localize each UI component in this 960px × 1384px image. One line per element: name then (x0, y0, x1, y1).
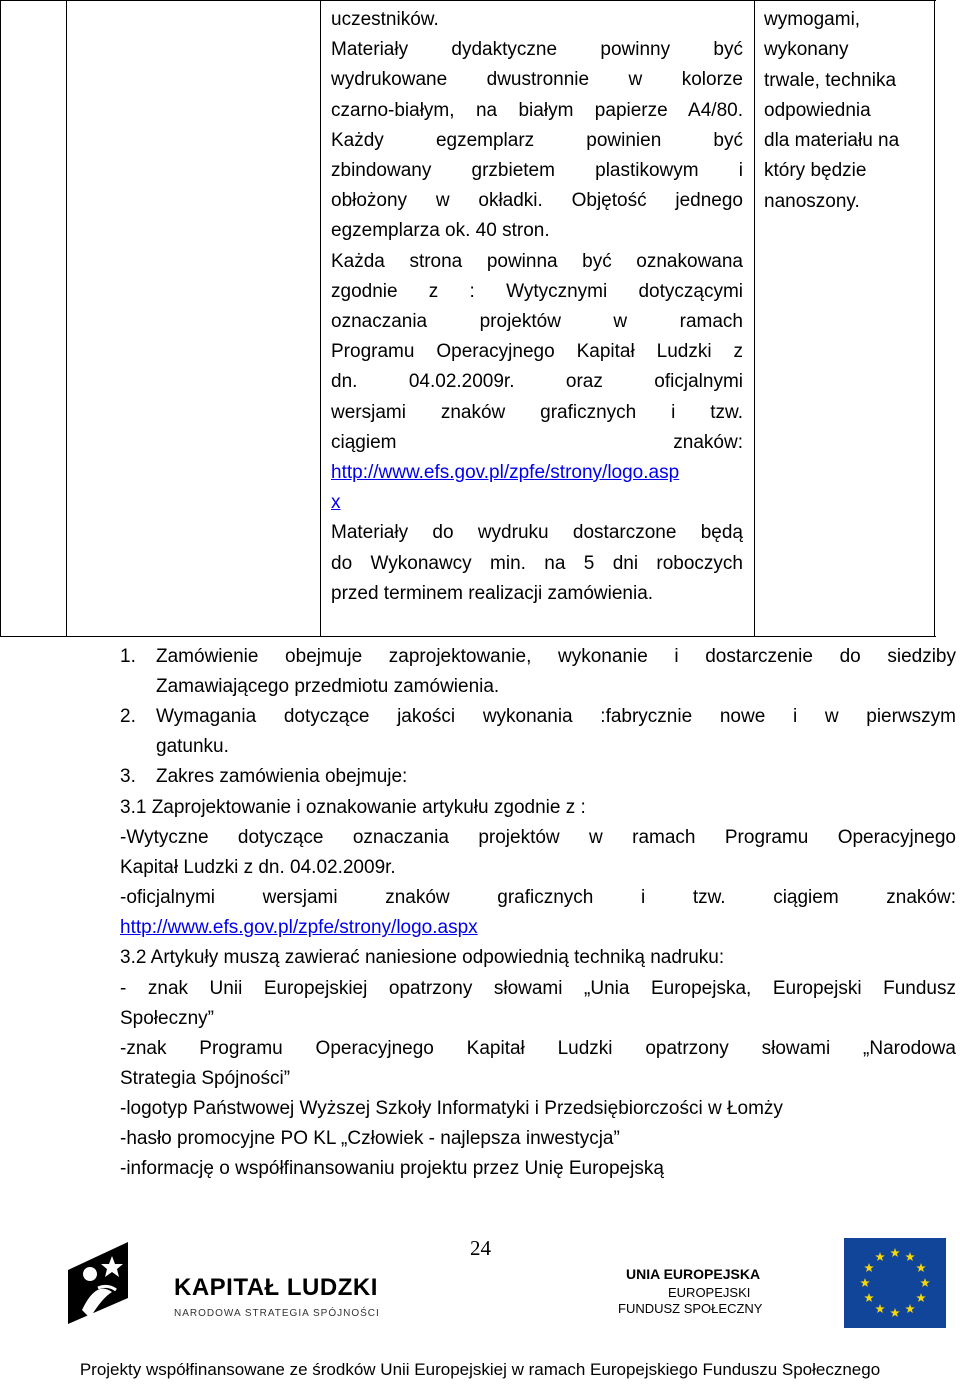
text-line: egzemplarza ok. 40 stron. (331, 220, 550, 242)
scope-details (120, 793, 956, 1184)
list-item (120, 762, 956, 792)
kapital-ludzki-logo (62, 1240, 382, 1325)
numbered-list (120, 642, 956, 792)
eu-flag-icon (844, 1238, 946, 1328)
table-col-border (66, 0, 67, 637)
text-line: Strategia Spójności” (120, 1067, 291, 1089)
text-line: uczestników. (331, 9, 439, 30)
text-line: Każda strona powinna być oznakowana (331, 250, 743, 272)
text-line: zbindowany grzbietem plastikowym i (331, 160, 743, 182)
text-line: Społeczny” (120, 1007, 214, 1029)
text-line: Zakres zamówienia obejmuje: (156, 766, 408, 788)
table-bottom-border (0, 636, 936, 637)
text-line: ciągiem znaków: (331, 431, 743, 453)
text-line: Każdy egzemplarz powinien być (331, 129, 743, 151)
eu-logo-line3: FUNDUSZ SPOŁECZNY (618, 1301, 763, 1316)
cofinancing-footer: Projekty współfinansowane ze środków Unii Europejskiej w ramach Europejskiego Funduszu Społecznego (79, 1360, 881, 1379)
text-line: wykonany (764, 39, 849, 61)
text-line: dn. 04.02.2009r. oraz oficjalnymi (331, 371, 743, 393)
url-link[interactable]: x (331, 492, 341, 514)
text-line: Programu Operacyjnego Kapitał Ludzki z (331, 341, 743, 363)
list-item-text (156, 642, 956, 702)
url-link[interactable]: http://www.efs.gov.pl/zpfe/strony/logo.asp (331, 462, 680, 484)
text-line: -informację o współfinansowaniu projektu przez Unię Europejską (120, 1158, 664, 1180)
text-line: przed terminem realizacji zamówienia. (331, 582, 654, 604)
list-item (120, 702, 956, 762)
eu-logo-line1: UNIA EUROPEJSKA (626, 1266, 761, 1282)
eu-logo-line2: EUROPEJSKI (668, 1285, 751, 1300)
text-line: trwale, technika (764, 69, 897, 91)
text-line: -oficjalnymi wersjami znaków graficznych i tzw. ciągiem znaków: (120, 887, 956, 909)
text-line: odpowiednia (764, 99, 871, 121)
text-line: oznaczania projektów w ramach (331, 311, 743, 333)
text-line: Kapitał Ludzki z dn. 04.02.2009r. (120, 857, 396, 879)
text-line: wydrukowane dwustronnie w kolorze (331, 69, 743, 91)
text-line: który będzie (764, 160, 867, 182)
text-line: dla materiału na (764, 130, 900, 152)
text-line: -logotyp Państwowej Wyższej Szkoły Informatyki i Przedsiębiorczości w Łomży (120, 1097, 783, 1119)
requirements-table (0, 0, 936, 637)
text-line: gatunku. (156, 736, 229, 758)
text-line: czarno-białym, na białym papierze A4/80. (331, 99, 743, 121)
text-line: -znak Programu Operacyjnego Kapitał Ludzki opatrzony słowami „Narodowa (120, 1037, 956, 1059)
table-cell-description (331, 5, 743, 609)
kapital-ludzki-title: KAPITAŁ LUDZKI (174, 1274, 378, 1301)
table-col-border (934, 0, 935, 637)
list-item-number: 1. (120, 646, 136, 667)
table-col-border (754, 0, 755, 637)
text-line: zgodnie z : Wytycznymi dotyczącymi (331, 280, 743, 302)
text-line: Zamówienie obejmuje zaprojektowanie, wykonanie i dostarczenie do siedziby (156, 646, 956, 667)
text-line: Zamawiającego przedmiotu zamówienia. (156, 676, 500, 698)
text-line: wymogami, (764, 9, 861, 30)
table-top-border (0, 0, 936, 1)
list-item-text (156, 702, 956, 762)
list-item-number: 3. (120, 766, 136, 788)
list-item (120, 642, 956, 702)
text-line: nanoszony. (764, 190, 860, 212)
list-item-text (156, 762, 956, 792)
url-link[interactable]: http://www.efs.gov.pl/zpfe/strony/logo.aspx (120, 917, 478, 939)
eu-logo (612, 1238, 952, 1328)
text-line: do Wykonawcy min. na 5 dni roboczych (331, 552, 743, 574)
text-line: 3.2 Artykuły muszą zawierać naniesione odpowiednią techniką nadruku: (120, 947, 725, 969)
text-line: 3.1 Zaprojektowanie i oznakowanie artykułu zgodnie z : (120, 797, 586, 818)
text-line: Wymagania dotyczące jakości wykonania :fabrycznie nowe i w pierwszym (156, 706, 956, 728)
table-cell-remarks (764, 5, 934, 217)
text-line: wersjami znaków graficznych i tzw. (331, 401, 743, 423)
text-line: Materiały dydaktyczne powinny być (331, 39, 743, 61)
table-col-border (0, 0, 1, 637)
table-col-border (320, 0, 321, 637)
page-number: 24 (470, 1236, 491, 1260)
kapital-ludzki-subtitle: NARODOWA STRATEGIA SPÓJNOŚCI (174, 1308, 380, 1319)
text-line: obłożony w okładki. Objętość jednego (331, 190, 743, 212)
text-line: - znak Unii Europejskiej opatrzony słowami „Unia Europejska, Europejski Fundusz (120, 977, 956, 999)
text-line: -hasło promocyjne PO KL „Człowiek - najlepsza inwestycja” (120, 1128, 620, 1150)
list-item-number: 2. (120, 706, 136, 728)
text-line: -Wytyczne dotyczące oznaczania projektów w ramach Programu Operacyjnego (120, 827, 956, 849)
text-line: Materiały do wydruku dostarczone będą (331, 522, 743, 544)
